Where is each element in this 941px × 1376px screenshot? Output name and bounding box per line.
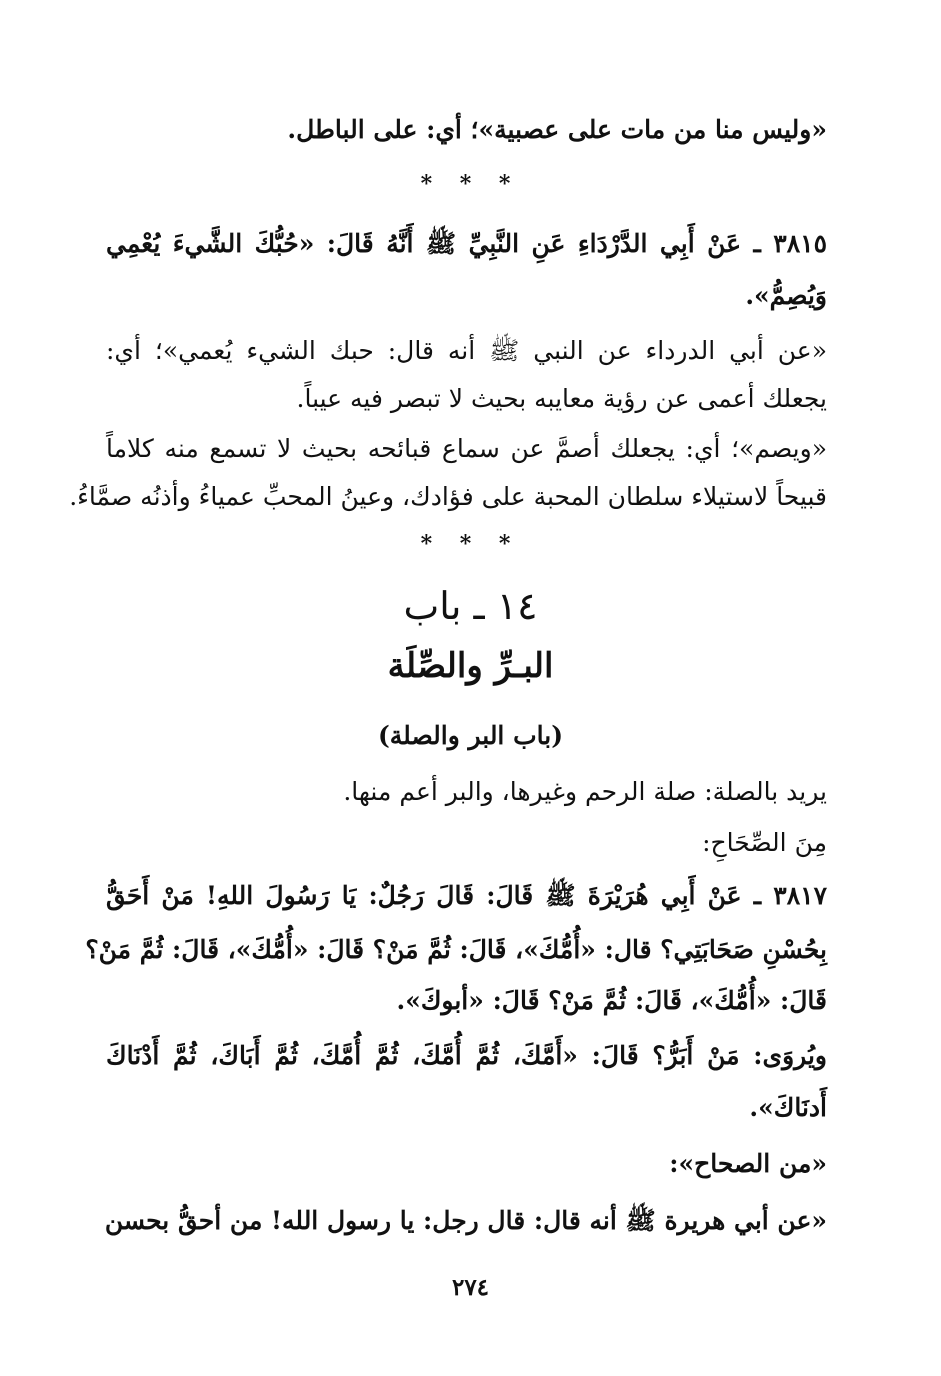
section-separator: * * * bbox=[420, 531, 521, 557]
hadith-3817-line-2: بِحُسْنِ صَحَابَتِي؟ قال: «أُمُّكَ»، قَالَ: ثُمَّ مَنْ؟ قَالَ: «أُمُّكَ»، قَالَ: ثُمَّ مَنْ؟ bbox=[85, 935, 827, 964]
commentary-line: قبيحاً لاستيلاء سلطان المحبة على فؤادك، وعينُ المحبِّ عمياءُ وأذنُه صمَّاءُ. bbox=[69, 482, 827, 511]
chapter-number-heading: ١٤ ـ باب bbox=[403, 584, 538, 628]
narration-line: ويُروَى: مَنْ أَبَرُّ؟ قَالَ: «أَمَّكَ، ثُمَّ أُمَّكَ، ثُمَّ أُمَّكَ، ثُمَّ أَبَاكَ، ثُمَّ أَدْنَاكَ bbox=[106, 1041, 827, 1070]
hadith-3817-line-3: قَالَ: «أُمُّكَ»، قَالَ: ثُمَّ مَنْ؟ قَالَ: «أبوكَ». bbox=[396, 986, 827, 1015]
narration-line: أَدنَاكَ». bbox=[749, 1093, 827, 1122]
commentary-label: «من الصحاح»: bbox=[669, 1149, 827, 1178]
hadith-3815-line-1: ٣٨١٥ ـ عَنْ أَبِي الدَّرْدَاءِ عَنِ النَّبِيِّ ﷺ أَنَّهُ قَالَ: «حُبُّكَ الشَّيءَ يُعْمِي bbox=[106, 229, 827, 258]
page-number: ٢٧٤ bbox=[451, 1274, 490, 1301]
hadith-3817-line-1: ٣٨١٧ ـ عَنْ أَبِي هُرَيْرَةَ ﷺ قَالَ: قَالَ رَجُلٌ: يَا رَسُولَ اللهِ! مَنْ أَحَقُّ bbox=[106, 881, 827, 910]
commentary-line: «عن أبي الدرداء عن النبي ﷺ أنه قال: حبك الشيء يُعمي»؛ أي: bbox=[106, 336, 827, 365]
section-separator: * * * bbox=[420, 171, 521, 197]
hadith-3815-line-2: وَيُصِمُّ». bbox=[745, 281, 827, 310]
text-line: «وليس منا من مات على عصبية»؛ أي: على الباطل. bbox=[287, 115, 827, 144]
commentary-line: يجعلك أعمى عن رؤية معايبه بحيث لا تبصر فيه عيباً. bbox=[296, 384, 827, 413]
commentary-line: «ويصم»؛ أي: يجعلك أصمَّ عن سماع قبائحه بحيث لا تسمع منه كلاماً bbox=[106, 434, 827, 463]
text-line: يريد بالصلة: صلة الرحم وغيرها، والبر أعم منها. bbox=[343, 777, 827, 806]
section-label: مِنَ الصِّحَاحِ: bbox=[702, 828, 827, 857]
commentary-line: «عن أبي هريرة ﷺ أنه قال: قال رجل: يا رسول الله! من أحقُّ بحسن bbox=[104, 1206, 827, 1235]
chapter-title: البـرِّ والصِّلَة bbox=[387, 646, 554, 686]
chapter-subtitle: (باب البر والصلة) bbox=[377, 721, 564, 750]
